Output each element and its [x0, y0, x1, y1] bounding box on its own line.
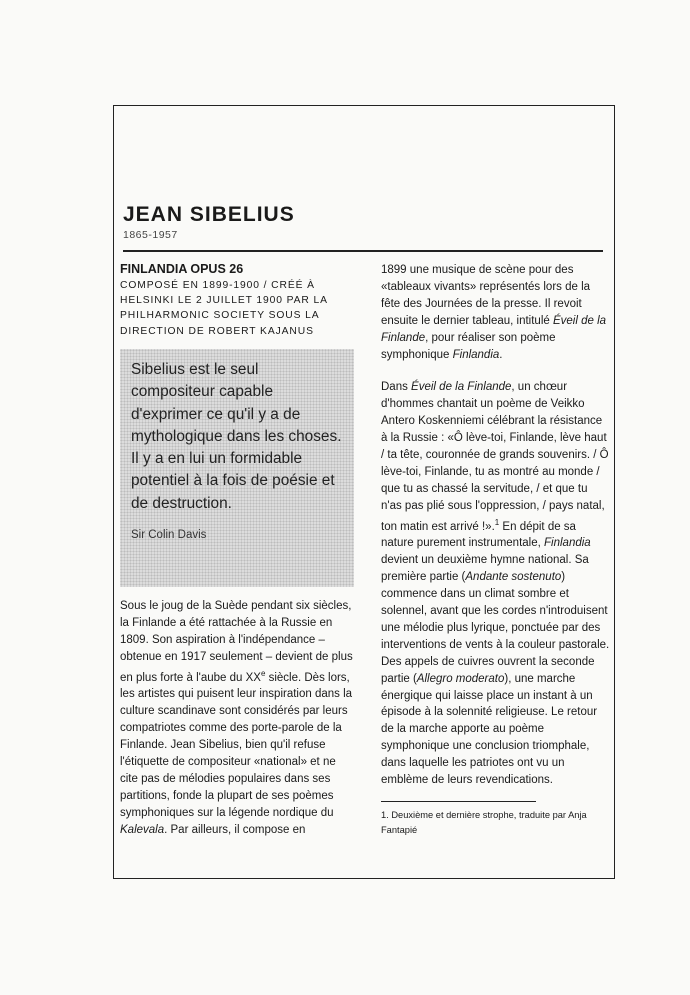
body-paragraph: 1899 une musique de scène pour des «tableaux vivants» représentés lors de la fête des Journées de la presse. Il revoit ensuite le dernier tableau, intitulé Éveil de la Finlande, pour réaliser son poème symphonique Finlandia.: [381, 264, 607, 361]
body-right-column: [381, 262, 611, 837]
footnote: 1. Deuxième et dernière strophe, traduite par Anja Fantapié: [381, 810, 587, 835]
header-rule: [123, 250, 603, 252]
composer-name: JEAN SIBELIUS: [123, 203, 295, 226]
work-title: FINLANDIA OPUS 26: [120, 262, 244, 276]
body-paragraph: Dans Éveil de la Finlande, un chœur d'hommes chantait un poème de Veikko Antero Koskenniemi célébrant la résistance à la Russie : «Ô lève-toi, Finlande, lève haut / ta tête, couronnée de grands souvenirs. / Ô lève-toi, Finlande, tu as montré au monde / que tu as chassé la servitude, / et que tu n'as pas plié sous l'oppression, / pays natal, ton matin est arrivé !».$^1$ En dépit de sa nature purement instrumentale, Finlandia devient un deuxième hymne national. Sa première partie (Andante sostenuto) commence dans un climat sombre et solennel, avant que les cordes n'introduisent une mélodie plus lyrique, ponctuée par des interventions de vents à la couleur pastorale. Des appels de cuivres ouvrent la seconde partie (Allegro moderato), une marche énergique qui laisse place un instant à un épisode à la solennité religieuse. Le retour de la marche apporte au poème symphonique une conclusion triomphale, dans laquelle les patriotes ont vu un emblème de leurs revendications.: [381, 381, 610, 787]
quote-box: [120, 349, 354, 587]
footnote-rule: [381, 801, 536, 802]
composer-dates: 1865-1957: [123, 229, 178, 241]
work-info: [120, 262, 356, 339]
quote-text: Sibelius est le seul compositeur capable d'exprimer ce qu'il y a de mythologique dans les choses. Il y a en lui un formidable potentiel à la fois de poésie et de destruction.: [131, 361, 342, 512]
work-meta: COMPOSÉ EN 1899-1900 / CRÉÉ À HELSINKI LE 2 JUILLET 1900 PAR LA PHILHARMONIC SOCIETY SOUS LA DIRECTION DE ROBERT KAJANUS: [120, 280, 328, 337]
body-paragraph: Sous le joug de la Suède pendant six siècles, la Finlande a été rattachée à la Russie en 1809. Son aspiration à l'indépendance – obtenue en 1917 seulement – devient de plus en plus forte à l'aube du XXe siècle. Dès lors, les artistes qui puisent leur inspiration dans la culture scandinave sont considérés par leurs compatriotes comme des porte-parole de la Finlande. Jean Sibelius, bien qu'il refuse l'étiquette de compositeur «national» et ne cite pas de mélodies populaires dans ses partitions, fonde la plupart de ses poèmes symphoniques sur la légende nordique du Kalevala. Par ailleurs, il compose en: [120, 600, 353, 836]
quote-author: Sir Colin Davis: [131, 529, 207, 542]
body-left-column: [120, 598, 356, 839]
